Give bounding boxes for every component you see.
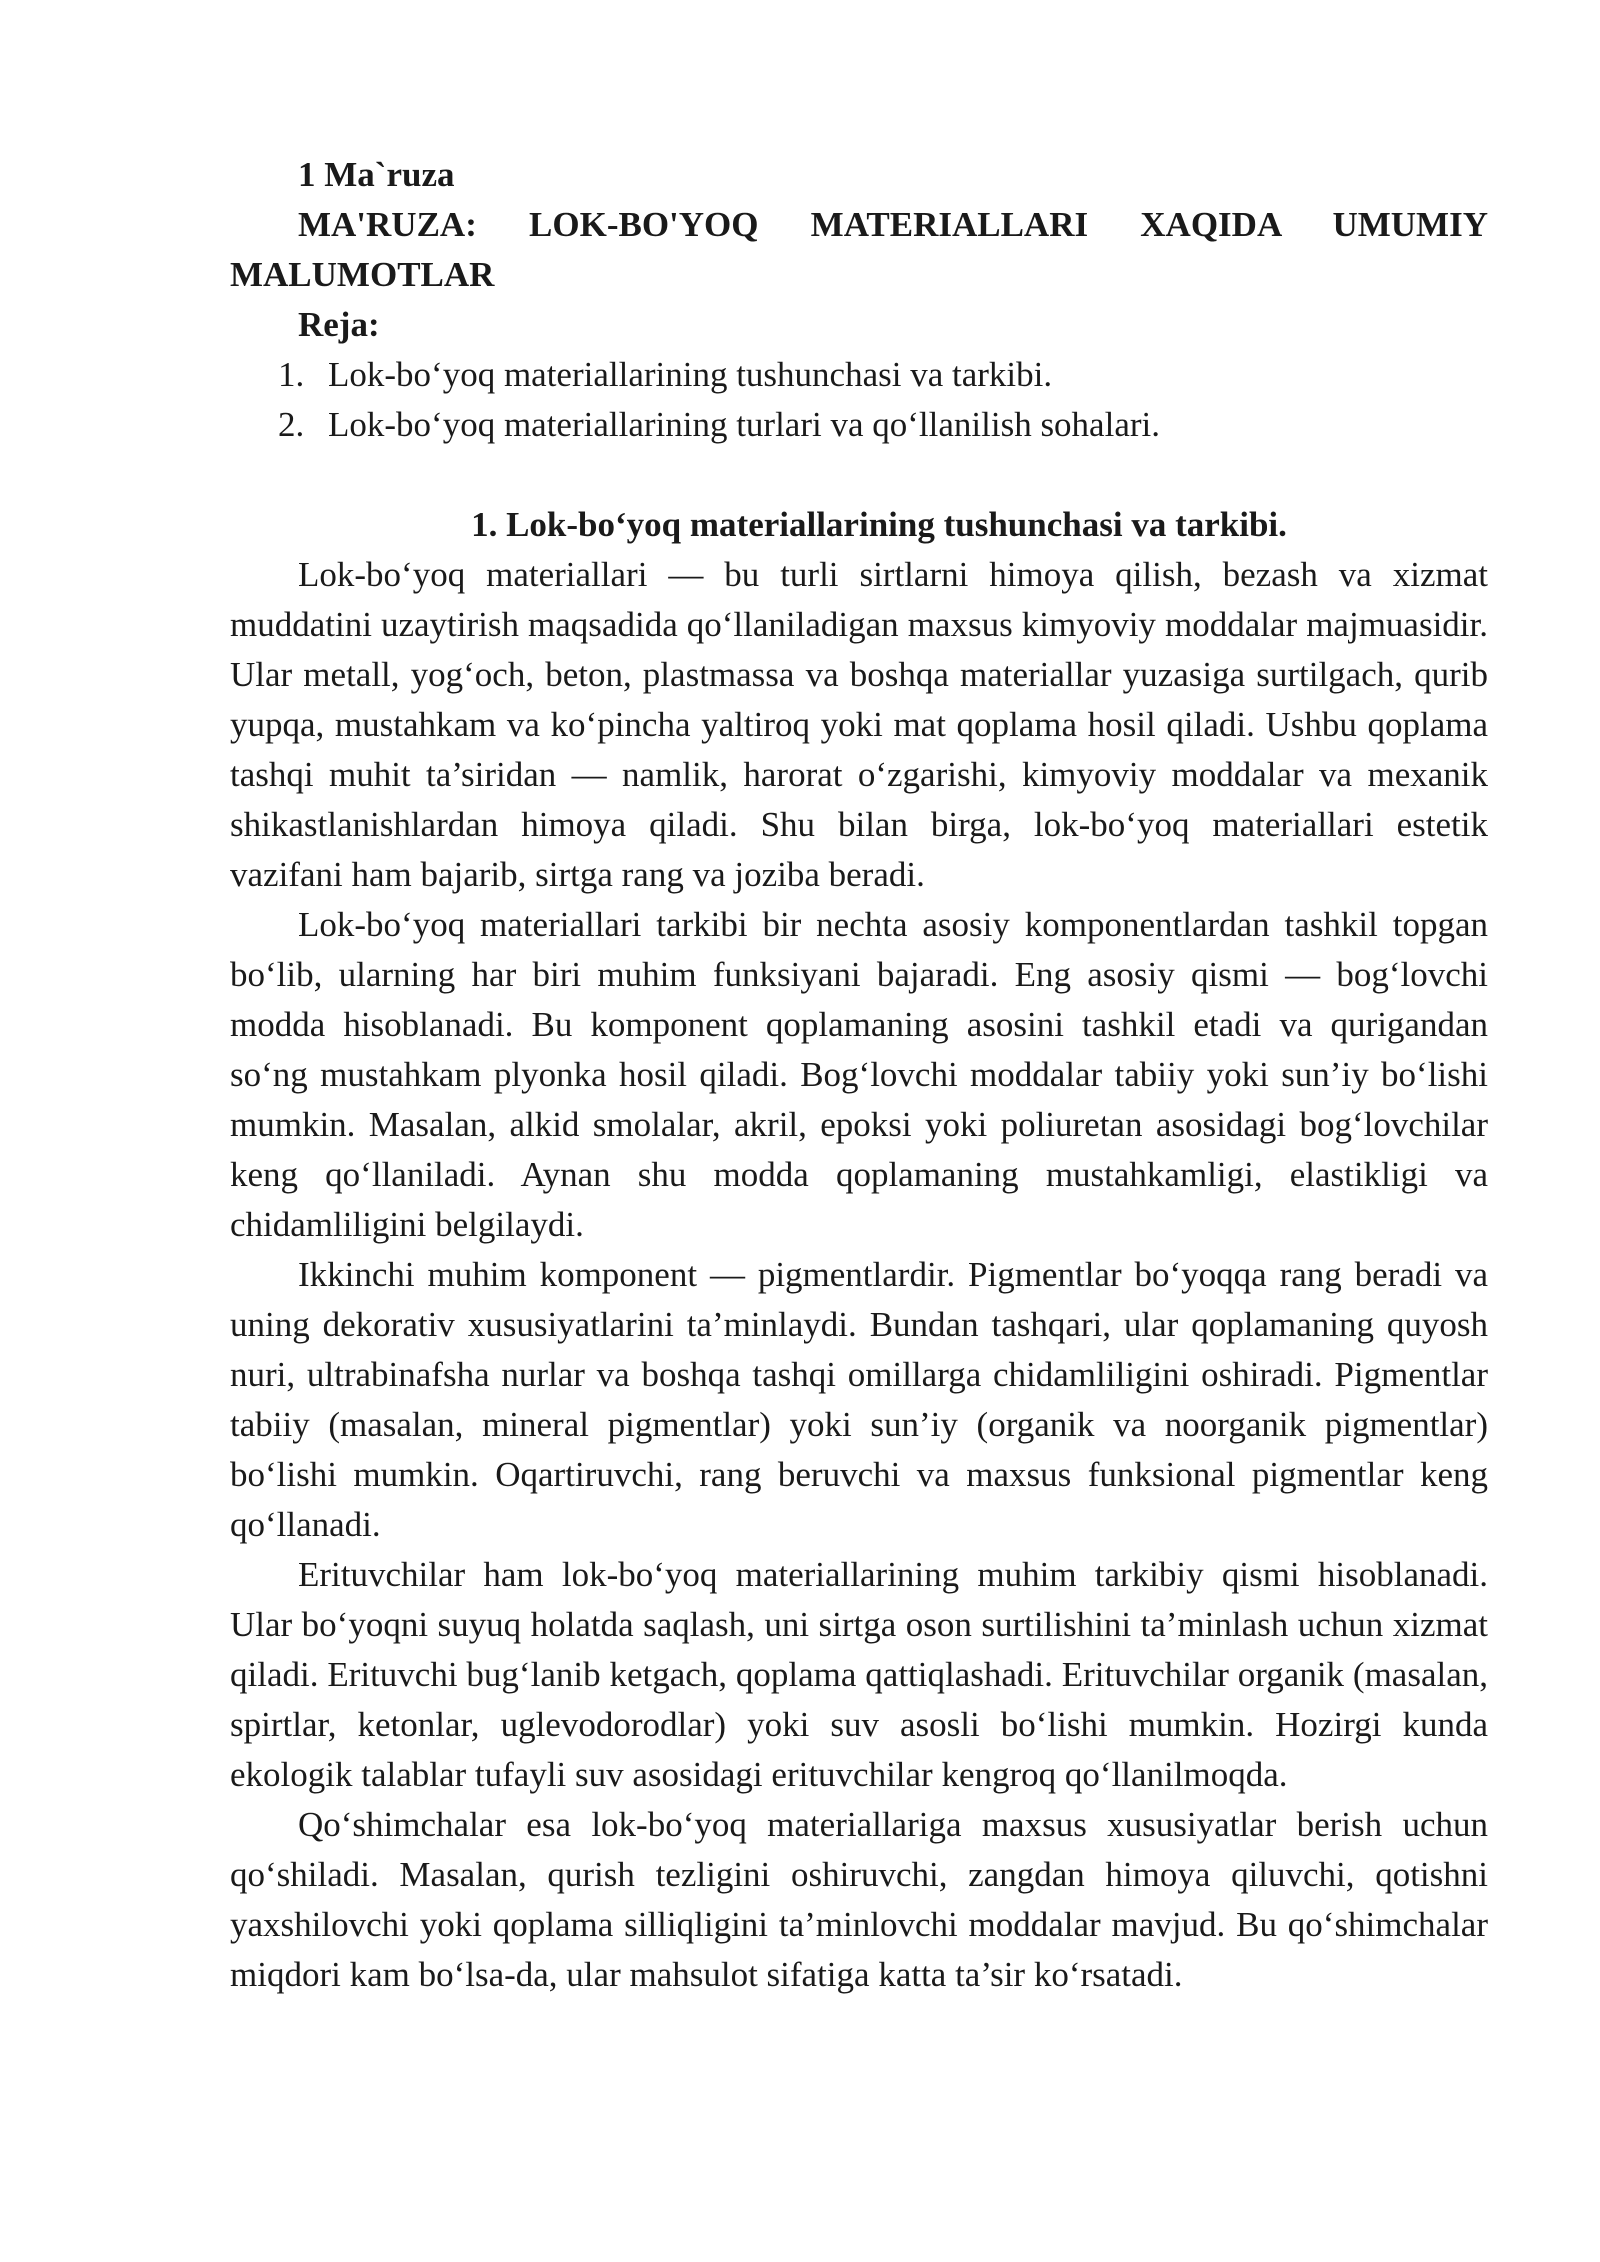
section-heading: 1. Lok-bo‘yoq materiallarining tushunchasi va tarkibi. (471, 505, 1287, 544)
paragraph: Qo‘shimchalar esa lok-bo‘yoq materiallariga maxsus xususiyatlar berish uchun qo‘shiladi. Masalan, qurish tezligini oshiruvchi, zangdan himoya qiluvchi, qotishni yaxshilovchi yoki qoplama silliqligini ta’minlovchi moddalar mavjud. Bu qo‘shimchalar miqdori kam bo‘lsa-da, ular mahsulot sifatiga katta ta’sir ko‘rsatadi. (230, 1805, 1488, 1994)
plan-item-number: 2. (278, 405, 305, 444)
paragraph: Erituvchilar ham lok-bo‘yoq materiallarining muhim tarkibiy qismi hisoblanadi. Ular bo‘yoqni suyuq holatda saqlash, uni sirtga oson surtilishini ta’minlash uchun xizmat qiladi. Erituvchi bug‘lanib ketgach, qoplama qattiqlashadi. Erituvchilar organik (masalan, spirtlar, ketonlar, uglevodorodlar) yoki suv asosli bo‘lishi mumkin. Hozirgi kunda ekologik talablar tufayli suv asosidagi erituvchilar kengroq qo‘llanilmoqda. (230, 1555, 1488, 1794)
plan-label: Reja: (298, 305, 380, 344)
plan-item-number: 1. (278, 355, 305, 394)
plan-item-text: Lok-bo‘yoq materiallarining tushunchasi va tarkibi. (328, 355, 1053, 394)
plan-item (230, 400, 1488, 450)
plan-list (230, 350, 1488, 450)
plan-item (230, 350, 1488, 400)
document-page (230, 150, 1488, 2000)
paragraph: Lok-bo‘yoq materiallari tarkibi bir nechta asosiy komponentlardan tashkil topgan bo‘lib, ularning har biri muhim funksiyani bajaradi. Eng asosiy qismi — bog‘lovchi modda hisoblanadi. Bu komponent qoplamaning asosini tashkil etadi va qurigandan so‘ng mustahkam plyonka hosil qiladi. Bog‘lovchi moddalar tabiiy yoki sun’iy bo‘lishi mumkin. Masalan, alkid smolalar, akril, epoksi yoki poliuretan asosidagi bog‘lovchilar keng qo‘llaniladi. Aynan shu modda qoplamaning mustahkamligi, elastikligi va chidamliligini belgilaydi. (230, 905, 1488, 1244)
paragraph: Ikkinchi muhim komponent — pigmentlardir. Pigmentlar bo‘yoqqa rang beradi va uning dekorativ xususiyatlarini ta’minlaydi. Bundan tashqari, ular qoplamaning quyosh nuri, ultrabinafsha nurlar va boshqa tashqi omillarga chidamliligini oshiradi. Pigmentlar tabiiy (masalan, mineral pigmentlar) yoki sun’iy (organik va noorganik pigmentlar) bo‘lishi mumkin. Oqartiruvchi, rang beruvchi va maxsus funksional pigmentlar keng qo‘llanadi. (230, 1255, 1488, 1544)
lecture-number: 1 Ma`ruza (298, 155, 455, 194)
document-title-line2: MALUMOTLAR (230, 255, 495, 294)
document-title-line1: MA'RUZA: LOK-BO'YOQ MATERIALLARI XAQIDA UMUMIY (298, 205, 1488, 244)
plan-item-text: Lok-bo‘yoq materiallarining turlari va qo‘llanilish sohalari. (328, 405, 1160, 444)
paragraph: Lok-bo‘yoq materiallari — bu turli sirtlarni himoya qilish, bezash va xizmat muddatini uzaytirish maqsadida qo‘llaniladigan maxsus kimyoviy moddalar majmuasidir. Ular metall, yog‘och, beton, plastmassa va boshqa materiallar yuzasiga surtilgach, qurib yupqa, mustahkam va ko‘pincha yaltiroq yoki mat qoplama hosil qiladi. Ushbu qoplama tashqi muhit ta’siridan — namlik, harorat o‘zgarishi, kimyoviy moddalar va mexanik shikastlanishlardan himoya qiladi. Shu bilan birga, lok-bo‘yoq materiallari estetik vazifani ham bajarib, sirtga rang va joziba beradi. (230, 555, 1488, 894)
